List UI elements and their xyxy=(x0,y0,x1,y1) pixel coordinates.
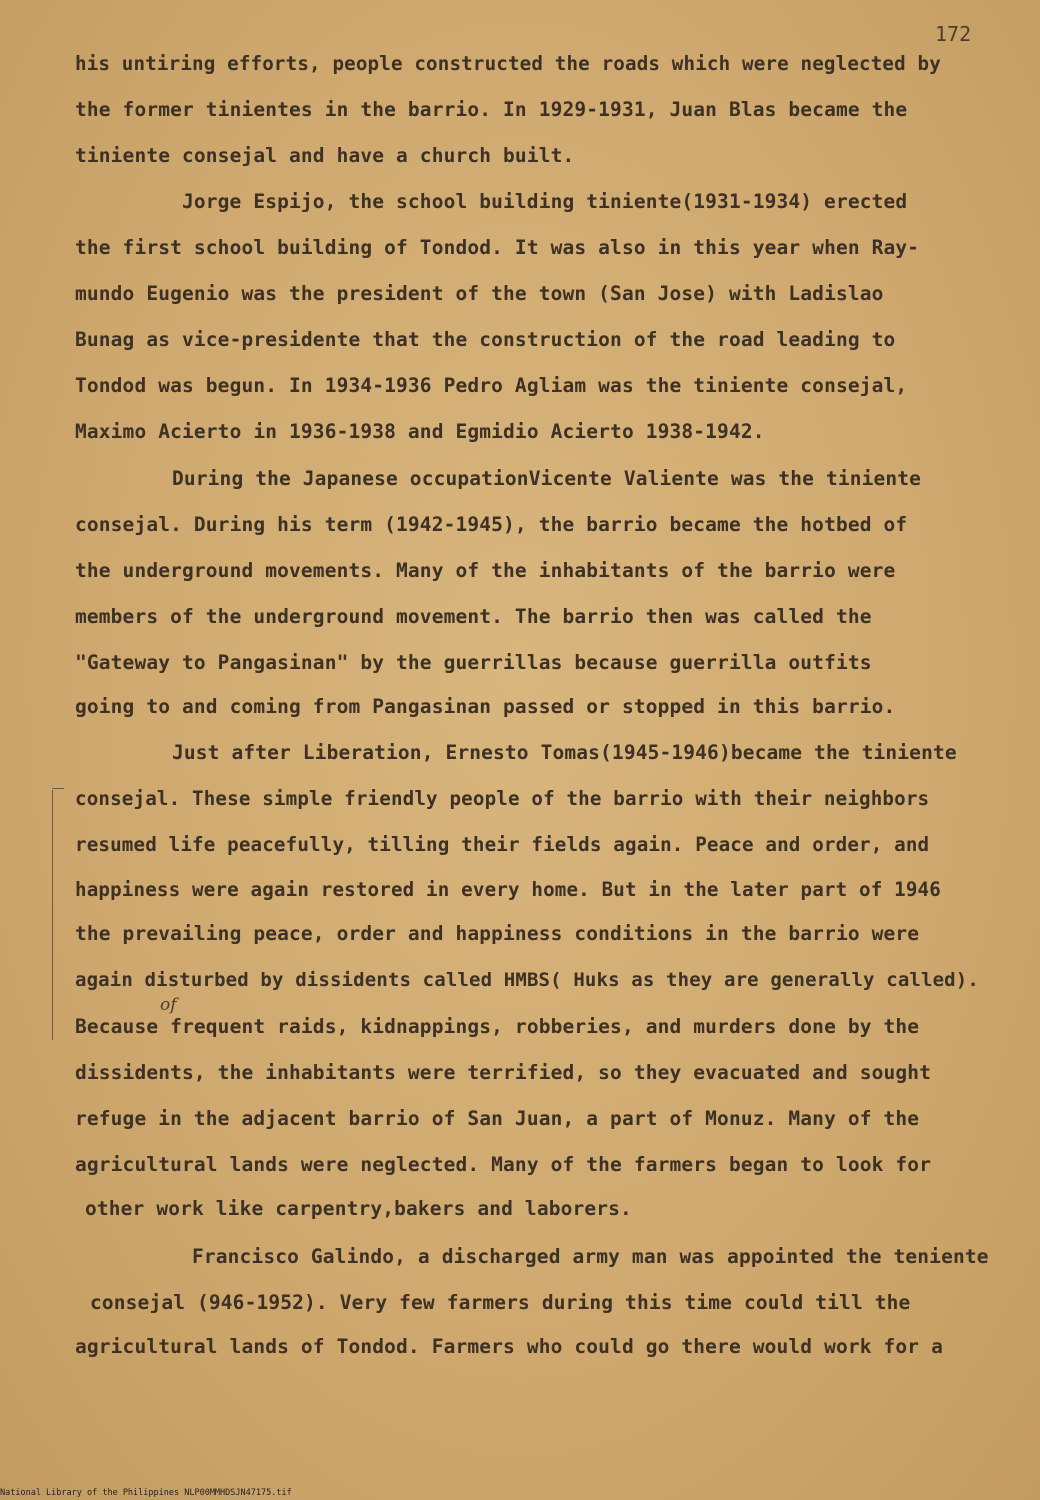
text-line: Because frequent raids, kidnappings, robberies, and murders done by the xyxy=(75,1015,920,1038)
margin-mark xyxy=(52,788,64,789)
text-line: During the Japanese occupationVicente Valiente was the tiniente xyxy=(172,467,922,490)
text-line: members of the underground movement. The barrio then was called the xyxy=(75,605,872,628)
text-line: the former tinientes in the barrio. In 1929-1931, Juan Blas became the xyxy=(75,98,908,121)
text-line: Jorge Espijo, the school building tiniente(1931-1934) erected xyxy=(182,190,908,213)
text-line: Maximo Acierto in 1936-1938 and Egmidio Acierto 1938-1942. xyxy=(75,420,765,443)
text-line: happiness were again restored in every home. But in the later part of 1946 xyxy=(75,878,941,901)
text-line: the first school building of Tondod. It was also in this year when Ray- xyxy=(75,236,920,259)
text-line: other work like carpentry,bakers and laborers. xyxy=(85,1197,632,1220)
text-line: Francisco Galindo, a discharged army man was appointed the teniente xyxy=(192,1245,989,1268)
text-line: refuge in the adjacent barrio of San Juan, a part of Monuz. Many of the xyxy=(75,1107,920,1130)
text-line: Just after Liberation, Ernesto Tomas(1945-1946)became the tiniente xyxy=(172,741,957,764)
page-number: 172 xyxy=(935,22,972,46)
text-line: agricultural lands were neglected. Many of the farmers began to look for xyxy=(75,1153,932,1176)
text-line: his untiring efforts, people constructed the roads which were neglected by xyxy=(75,52,941,75)
handwritten-insert: of xyxy=(160,995,177,1015)
text-line: Bunag as vice-presidente that the construction of the road leading to xyxy=(75,328,896,351)
text-line: consejal. These simple friendly people of the barrio with their neighbors xyxy=(75,787,930,810)
text-line: resumed life peacefully, tilling their fields again. Peace and order, and xyxy=(75,833,930,856)
text-line: going to and coming from Pangasinan passed or stopped in this barrio. xyxy=(75,695,896,718)
text-line: dissidents, the inhabitants were terrified, so they evacuated and sought xyxy=(75,1061,932,1084)
text-line: the prevailing peace, order and happiness conditions in the barrio were xyxy=(75,922,920,945)
margin-line xyxy=(52,790,53,1040)
text-line: consejal. During his term (1942-1945), the barrio became the hotbed of xyxy=(75,513,908,536)
footer-caption: National Library of the Philippines NLP00MMHDSJN47175.tif xyxy=(0,1488,292,1498)
text-line: tiniente consejal and have a church built. xyxy=(75,144,575,167)
text-line: "Gateway to Pangasinan" by the guerrillas because guerrilla outfits xyxy=(75,651,872,674)
text-line: Tondod was begun. In 1934-1936 Pedro Agliam was the tiniente consejal, xyxy=(75,374,908,397)
text-line: mundo Eugenio was the president of the town (San Jose) with Ladislao xyxy=(75,282,884,305)
text-line: agricultural lands of Tondod. Farmers who could go there would work for a xyxy=(75,1335,943,1358)
text-line: consejal (946-1952). Very few farmers during this time could till the xyxy=(90,1291,911,1314)
text-line: the underground movements. Many of the inhabitants of the barrio were xyxy=(75,559,896,582)
text-line: again disturbed by dissidents called HMBS( Huks as they are generally called). xyxy=(75,969,979,991)
